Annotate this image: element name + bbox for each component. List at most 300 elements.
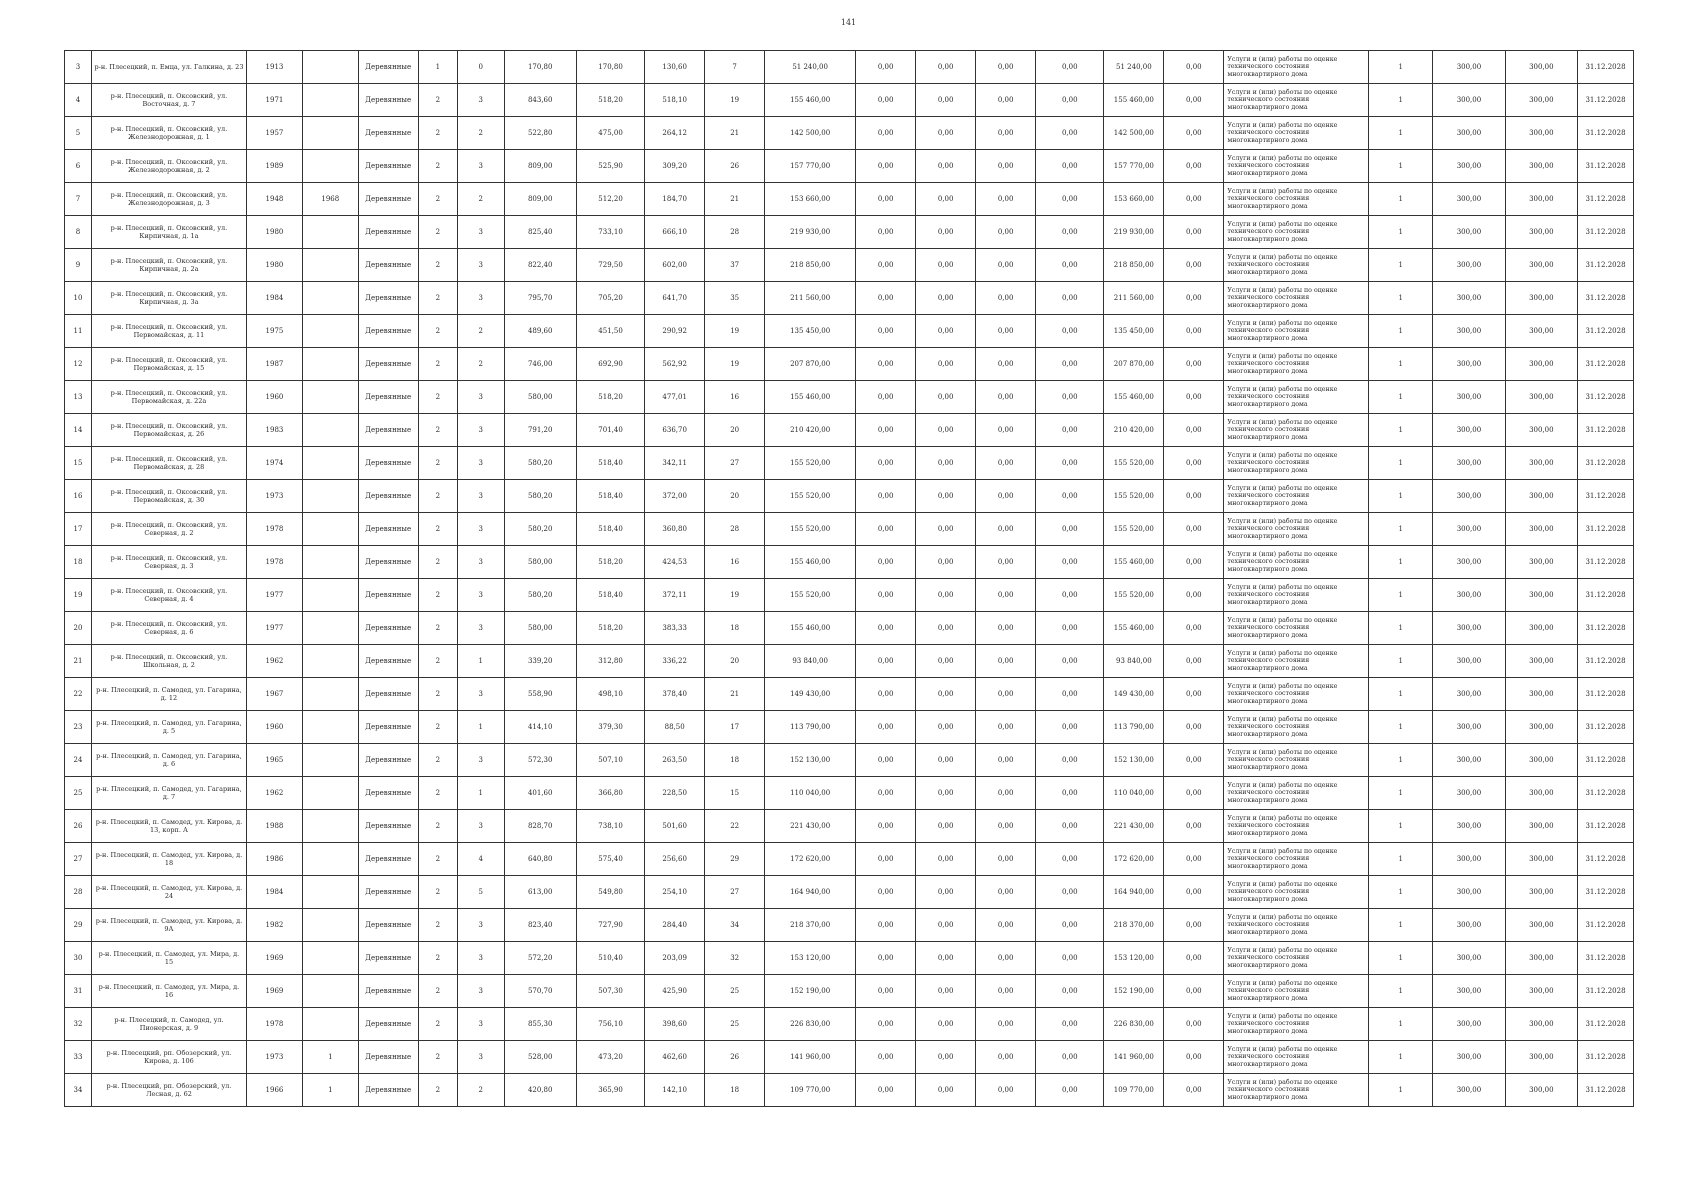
cell-total-cost: 93 840,00 [765,645,856,678]
cell-total-area: 822,40 [504,249,576,282]
cell-residents: 18 [705,612,765,645]
cell-deadline: 31.12.2028 [1578,645,1634,678]
cell-unit-cost: 300,00 [1433,678,1505,711]
cell-unit-cost: 300,00 [1433,1041,1505,1074]
cell-living-area: 733,10 [576,216,644,249]
cell-floors: 2 [418,579,457,612]
table-row [65,711,1634,744]
cell-floors: 2 [418,909,457,942]
cell-c2: 0,00 [916,777,976,810]
cell-deadline: 31.12.2028 [1578,183,1634,216]
cell-living-area: 705,20 [576,282,644,315]
cell-floors: 2 [418,744,457,777]
cell-entrances: 3 [458,744,505,777]
cell-max-cost: 300,00 [1505,1008,1577,1041]
cell-max-cost: 300,00 [1505,513,1577,546]
cell-total-cost: 153 660,00 [765,183,856,216]
cell-residents: 22 [705,810,765,843]
cell-c2: 0,00 [916,942,976,975]
cell-work-type: Услуги и (или) работы по оценке технического состояния многоквартирного дома [1224,876,1369,909]
cell-residents: 18 [705,1074,765,1107]
cell-c6: 0,00 [1164,117,1224,150]
cell-c3: 0,00 [976,84,1036,117]
cell-unit-cost: 300,00 [1433,414,1505,447]
cell-c1: 0,00 [856,909,916,942]
cell-floors: 2 [418,678,457,711]
cell-n: 18 [65,546,92,579]
cell-c6: 0,00 [1164,678,1224,711]
cell-c4: 0,00 [1036,942,1104,975]
cell-units: 1 [1369,414,1433,447]
cell-work-type: Услуги и (или) работы по оценке технического состояния многоквартирного дома [1224,414,1369,447]
cell-c4: 0,00 [1036,1008,1104,1041]
cell-floors: 2 [418,810,457,843]
cell-max-cost: 300,00 [1505,84,1577,117]
cell-c1: 0,00 [856,282,916,315]
cell-entrances: 0 [458,51,505,84]
cell-living-area: 451,50 [576,315,644,348]
cell-c6: 0,00 [1164,876,1224,909]
cell-total-area: 809,00 [504,150,576,183]
cell-c2: 0,00 [916,843,976,876]
cell-entrances: 2 [458,183,505,216]
cell-entrances: 2 [458,117,505,150]
cell-total-area: 613,00 [504,876,576,909]
cell-entrances: 3 [458,480,505,513]
cell-c6: 0,00 [1164,942,1224,975]
cell-c6: 0,00 [1164,744,1224,777]
cell-work-type: Услуги и (или) работы по оценке технического состояния многоквартирного дома [1224,546,1369,579]
cell-entrances: 3 [458,150,505,183]
cell-units: 1 [1369,876,1433,909]
cell-address: р-н. Плесецкий, п. Оксовский, ул. Кирпичная, д. 2а [91,249,246,282]
cell-c2: 0,00 [916,612,976,645]
cell-residents: 20 [705,480,765,513]
cell-max-cost: 300,00 [1505,876,1577,909]
cell-year: 1987 [247,348,303,381]
cell-address: р-н. Плесецкий, п. Оксовский, ул. Первомайская, д. 26 [91,414,246,447]
cell-floors: 2 [418,381,457,414]
cell-work-type: Услуги и (или) работы по оценке технического состояния многоквартирного дома [1224,513,1369,546]
table-row [65,1074,1634,1107]
cell-reconstruction [302,546,358,579]
cell-year: 1980 [247,249,303,282]
cell-c2: 0,00 [916,810,976,843]
cell-c4: 0,00 [1036,249,1104,282]
table-row [65,183,1634,216]
cell-c5: 135 450,00 [1104,315,1164,348]
cell-unit-cost: 300,00 [1433,381,1505,414]
cell-unit-cost: 300,00 [1433,645,1505,678]
cell-reconstruction [302,1008,358,1041]
cell-wall: Деревянные [358,777,418,810]
cell-deadline: 31.12.2028 [1578,909,1634,942]
cell-c4: 0,00 [1036,909,1104,942]
cell-living-area: 365,90 [576,1074,644,1107]
cell-unit-cost: 300,00 [1433,315,1505,348]
cell-residents: 28 [705,216,765,249]
cell-total-cost: 155 520,00 [765,513,856,546]
cell-n: 27 [65,843,92,876]
cell-reconstruction [302,84,358,117]
cell-c1: 0,00 [856,447,916,480]
cell-residents: 27 [705,447,765,480]
cell-n: 31 [65,975,92,1008]
cell-address: р-н. Плесецкий, п. Оксовский, ул. Первомайская, д. 28 [91,447,246,480]
cell-wall: Деревянные [358,51,418,84]
cell-year: 1975 [247,315,303,348]
cell-n: 30 [65,942,92,975]
cell-wall: Деревянные [358,579,418,612]
cell-unit-cost: 300,00 [1433,579,1505,612]
cell-c4: 0,00 [1036,678,1104,711]
cell-year: 1984 [247,282,303,315]
cell-total-cost: 155 520,00 [765,447,856,480]
cell-private-area: 309,20 [645,150,705,183]
cell-wall: Деревянные [358,975,418,1008]
cell-year: 1989 [247,150,303,183]
cell-c4: 0,00 [1036,744,1104,777]
cell-wall: Деревянные [358,909,418,942]
cell-max-cost: 300,00 [1505,315,1577,348]
cell-wall: Деревянные [358,414,418,447]
cell-n: 17 [65,513,92,546]
cell-private-area: 336,22 [645,645,705,678]
cell-c2: 0,00 [916,117,976,150]
cell-c1: 0,00 [856,711,916,744]
cell-unit-cost: 300,00 [1433,183,1505,216]
cell-reconstruction [302,678,358,711]
cell-c6: 0,00 [1164,84,1224,117]
cell-work-type: Услуги и (или) работы по оценке технического состояния многоквартирного дома [1224,843,1369,876]
cell-total-area: 823,40 [504,909,576,942]
cell-year: 1986 [247,843,303,876]
cell-c4: 0,00 [1036,612,1104,645]
cell-floors: 2 [418,282,457,315]
cell-c1: 0,00 [856,513,916,546]
cell-reconstruction: 1968 [302,183,358,216]
cell-units: 1 [1369,1041,1433,1074]
cell-total-area: 414,10 [504,711,576,744]
cell-c6: 0,00 [1164,1041,1224,1074]
cell-address: р-н. Плесецкий, п. Оксовский, ул. Кирпичная, д. 3а [91,282,246,315]
cell-n: 21 [65,645,92,678]
cell-units: 1 [1369,612,1433,645]
cell-c2: 0,00 [916,381,976,414]
cell-deadline: 31.12.2028 [1578,810,1634,843]
cell-private-area: 383,33 [645,612,705,645]
cell-total-area: 339,20 [504,645,576,678]
cell-address: р-н. Плесецкий, п. Оксовский, ул. Первомайская, д. 11 [91,315,246,348]
cell-residents: 27 [705,876,765,909]
cell-deadline: 31.12.2028 [1578,414,1634,447]
cell-c3: 0,00 [976,183,1036,216]
cell-work-type: Услуги и (или) работы по оценке технического состояния многоквартирного дома [1224,117,1369,150]
cell-c5: 93 840,00 [1104,645,1164,678]
housing-register-table [64,50,1634,1107]
cell-c5: 153 660,00 [1104,183,1164,216]
cell-year: 1982 [247,909,303,942]
table-row [65,843,1634,876]
cell-floors: 2 [418,315,457,348]
cell-c6: 0,00 [1164,51,1224,84]
cell-private-area: 342,11 [645,447,705,480]
cell-total-area: 572,30 [504,744,576,777]
cell-total-area: 795,70 [504,282,576,315]
cell-total-cost: 226 830,00 [765,1008,856,1041]
cell-address: р-н. Плесецкий, п. Самодед, ул. Кирова, д. 9А [91,909,246,942]
cell-c1: 0,00 [856,546,916,579]
cell-n: 33 [65,1041,92,1074]
table-row [65,546,1634,579]
cell-reconstruction [302,216,358,249]
cell-private-area: 228,50 [645,777,705,810]
cell-entrances: 3 [458,1041,505,1074]
cell-address: р-н. Плесецкий, п. Оксовский, ул. Школьная, д. 2 [91,645,246,678]
cell-total-cost: 149 430,00 [765,678,856,711]
cell-c1: 0,00 [856,876,916,909]
cell-unit-cost: 300,00 [1433,84,1505,117]
cell-private-area: 360,80 [645,513,705,546]
cell-floors: 2 [418,183,457,216]
page-number: 141 [840,18,857,27]
cell-reconstruction [302,942,358,975]
cell-total-area: 170,80 [504,51,576,84]
cell-address: р-н. Плесецкий, п. Самодед, ул. Гагарина, д. 6 [91,744,246,777]
cell-units: 1 [1369,546,1433,579]
cell-entrances: 3 [458,216,505,249]
cell-private-area: 641,70 [645,282,705,315]
cell-private-area: 398,60 [645,1008,705,1041]
cell-deadline: 31.12.2028 [1578,480,1634,513]
cell-n: 20 [65,612,92,645]
cell-year: 1966 [247,1074,303,1107]
cell-living-area: 518,40 [576,579,644,612]
cell-units: 1 [1369,315,1433,348]
cell-c4: 0,00 [1036,480,1104,513]
cell-c1: 0,00 [856,84,916,117]
cell-address: р-н. Плесецкий, п. Оксовский, ул. Первомайская, д. 22а [91,381,246,414]
cell-address: р-н. Плесецкий, п. Самодед, ул. Кирова, д. 18 [91,843,246,876]
cell-wall: Деревянные [358,1008,418,1041]
cell-living-area: 379,30 [576,711,644,744]
cell-c6: 0,00 [1164,909,1224,942]
cell-address: р-н. Плесецкий, рп. Обозерский, ул. Лесная, д. 62 [91,1074,246,1107]
cell-address: р-н. Плесецкий, п. Самодед, ул. Гагарина, д. 5 [91,711,246,744]
cell-address: р-н. Плесецкий, п. Оксовский, ул. Первомайская, д. 30 [91,480,246,513]
cell-work-type: Услуги и (или) работы по оценке технического состояния многоквартирного дома [1224,909,1369,942]
cell-entrances: 3 [458,579,505,612]
cell-c1: 0,00 [856,51,916,84]
cell-c2: 0,00 [916,909,976,942]
cell-units: 1 [1369,645,1433,678]
cell-n: 19 [65,579,92,612]
cell-private-area: 263,50 [645,744,705,777]
cell-units: 1 [1369,150,1433,183]
cell-address: р-н. Плесецкий, п. Оксовский, ул. Железнодорожная, д. 1 [91,117,246,150]
cell-c4: 0,00 [1036,447,1104,480]
cell-deadline: 31.12.2028 [1578,51,1634,84]
cell-deadline: 31.12.2028 [1578,216,1634,249]
cell-address: р-н. Плесецкий, п. Самодед, ул. Мира, д. 15 [91,942,246,975]
cell-reconstruction [302,744,358,777]
cell-entrances: 2 [458,348,505,381]
cell-private-area: 425,90 [645,975,705,1008]
cell-c3: 0,00 [976,1008,1036,1041]
cell-wall: Деревянные [358,480,418,513]
cell-address: р-н. Плесецкий, рп. Обозерский, ул. Кирова, д. 106 [91,1041,246,1074]
cell-c4: 0,00 [1036,579,1104,612]
cell-c1: 0,00 [856,612,916,645]
cell-c6: 0,00 [1164,777,1224,810]
cell-work-type: Услуги и (или) работы по оценке технического состояния многоквартирного дома [1224,678,1369,711]
cell-total-cost: 153 120,00 [765,942,856,975]
cell-c4: 0,00 [1036,645,1104,678]
cell-living-area: 525,90 [576,150,644,183]
cell-private-area: 562,92 [645,348,705,381]
cell-c1: 0,00 [856,975,916,1008]
cell-floors: 2 [418,84,457,117]
cell-deadline: 31.12.2028 [1578,84,1634,117]
cell-wall: Деревянные [358,546,418,579]
cell-reconstruction [302,249,358,282]
table-row [65,876,1634,909]
cell-c3: 0,00 [976,711,1036,744]
cell-address: р-н. Плесецкий, п. Самодед, ул. Гагарина, д. 7 [91,777,246,810]
cell-residents: 21 [705,117,765,150]
cell-total-cost: 152 190,00 [765,975,856,1008]
cell-c2: 0,00 [916,51,976,84]
cell-reconstruction [302,810,358,843]
cell-private-area: 666,10 [645,216,705,249]
cell-wall: Деревянные [358,1041,418,1074]
cell-c3: 0,00 [976,249,1036,282]
cell-deadline: 31.12.2028 [1578,744,1634,777]
cell-c5: 211 560,00 [1104,282,1164,315]
cell-work-type: Услуги и (или) работы по оценке технического состояния многоквартирного дома [1224,216,1369,249]
cell-residents: 15 [705,777,765,810]
cell-reconstruction [302,480,358,513]
cell-deadline: 31.12.2028 [1578,249,1634,282]
cell-total-cost: 155 460,00 [765,84,856,117]
cell-total-area: 825,40 [504,216,576,249]
cell-c4: 0,00 [1036,513,1104,546]
cell-max-cost: 300,00 [1505,942,1577,975]
cell-total-cost: 157 770,00 [765,150,856,183]
cell-private-area: 462,60 [645,1041,705,1074]
cell-total-area: 580,00 [504,546,576,579]
cell-work-type: Услуги и (или) работы по оценке технического состояния многоквартирного дома [1224,183,1369,216]
cell-work-type: Услуги и (или) работы по оценке технического состояния многоквартирного дома [1224,282,1369,315]
cell-total-cost: 155 460,00 [765,381,856,414]
cell-wall: Деревянные [358,744,418,777]
cell-c3: 0,00 [976,282,1036,315]
cell-unit-cost: 300,00 [1433,447,1505,480]
cell-n: 15 [65,447,92,480]
cell-c6: 0,00 [1164,480,1224,513]
cell-c1: 0,00 [856,183,916,216]
cell-total-area: 791,20 [504,414,576,447]
cell-work-type: Услуги и (или) работы по оценке технического состояния многоквартирного дома [1224,480,1369,513]
cell-c4: 0,00 [1036,975,1104,1008]
cell-floors: 2 [418,876,457,909]
cell-private-area: 636,70 [645,414,705,447]
cell-n: 9 [65,249,92,282]
cell-private-area: 424,53 [645,546,705,579]
cell-c1: 0,00 [856,1074,916,1107]
cell-c3: 0,00 [976,414,1036,447]
cell-c2: 0,00 [916,876,976,909]
table-row [65,381,1634,414]
cell-total-area: 580,20 [504,513,576,546]
cell-c1: 0,00 [856,645,916,678]
cell-address: р-н. Плесецкий, п. Емца, ул. Галкина, д. 23 [91,51,246,84]
cell-max-cost: 300,00 [1505,645,1577,678]
cell-c5: 157 770,00 [1104,150,1164,183]
cell-c5: 226 830,00 [1104,1008,1164,1041]
cell-n: 32 [65,1008,92,1041]
cell-entrances: 3 [458,282,505,315]
cell-living-area: 312,80 [576,645,644,678]
cell-c6: 0,00 [1164,810,1224,843]
cell-entrances: 3 [458,810,505,843]
table-row [65,1008,1634,1041]
table-row [65,249,1634,282]
cell-deadline: 31.12.2028 [1578,546,1634,579]
cell-total-cost: 155 520,00 [765,480,856,513]
table-row [65,84,1634,117]
cell-work-type: Услуги и (или) работы по оценке технического состояния многоквартирного дома [1224,150,1369,183]
cell-total-cost: 164 940,00 [765,876,856,909]
cell-address: р-н. Плесецкий, п. Оксовский, ул. Северная, д. 6 [91,612,246,645]
cell-n: 22 [65,678,92,711]
cell-residents: 37 [705,249,765,282]
table-row [65,348,1634,381]
cell-c1: 0,00 [856,150,916,183]
cell-units: 1 [1369,975,1433,1008]
cell-unit-cost: 300,00 [1433,909,1505,942]
cell-c2: 0,00 [916,678,976,711]
cell-residents: 26 [705,1041,765,1074]
cell-c5: 210 420,00 [1104,414,1164,447]
cell-n: 13 [65,381,92,414]
cell-c3: 0,00 [976,843,1036,876]
cell-year: 1913 [247,51,303,84]
cell-floors: 2 [418,843,457,876]
cell-c6: 0,00 [1164,975,1224,1008]
cell-total-cost: 172 620,00 [765,843,856,876]
cell-max-cost: 300,00 [1505,744,1577,777]
cell-reconstruction [302,645,358,678]
cell-residents: 19 [705,84,765,117]
cell-entrances: 3 [458,249,505,282]
cell-floors: 2 [418,216,457,249]
cell-c1: 0,00 [856,348,916,381]
cell-c2: 0,00 [916,546,976,579]
cell-unit-cost: 300,00 [1433,612,1505,645]
cell-max-cost: 300,00 [1505,414,1577,447]
cell-floors: 2 [418,480,457,513]
cell-max-cost: 300,00 [1505,1041,1577,1074]
cell-total-cost: 152 130,00 [765,744,856,777]
cell-c2: 0,00 [916,447,976,480]
cell-c1: 0,00 [856,315,916,348]
cell-address: р-н. Плесецкий, п. Оксовский, ул. Северная, д. 2 [91,513,246,546]
cell-c2: 0,00 [916,282,976,315]
cell-residents: 25 [705,975,765,1008]
cell-wall: Деревянные [358,315,418,348]
cell-c6: 0,00 [1164,381,1224,414]
